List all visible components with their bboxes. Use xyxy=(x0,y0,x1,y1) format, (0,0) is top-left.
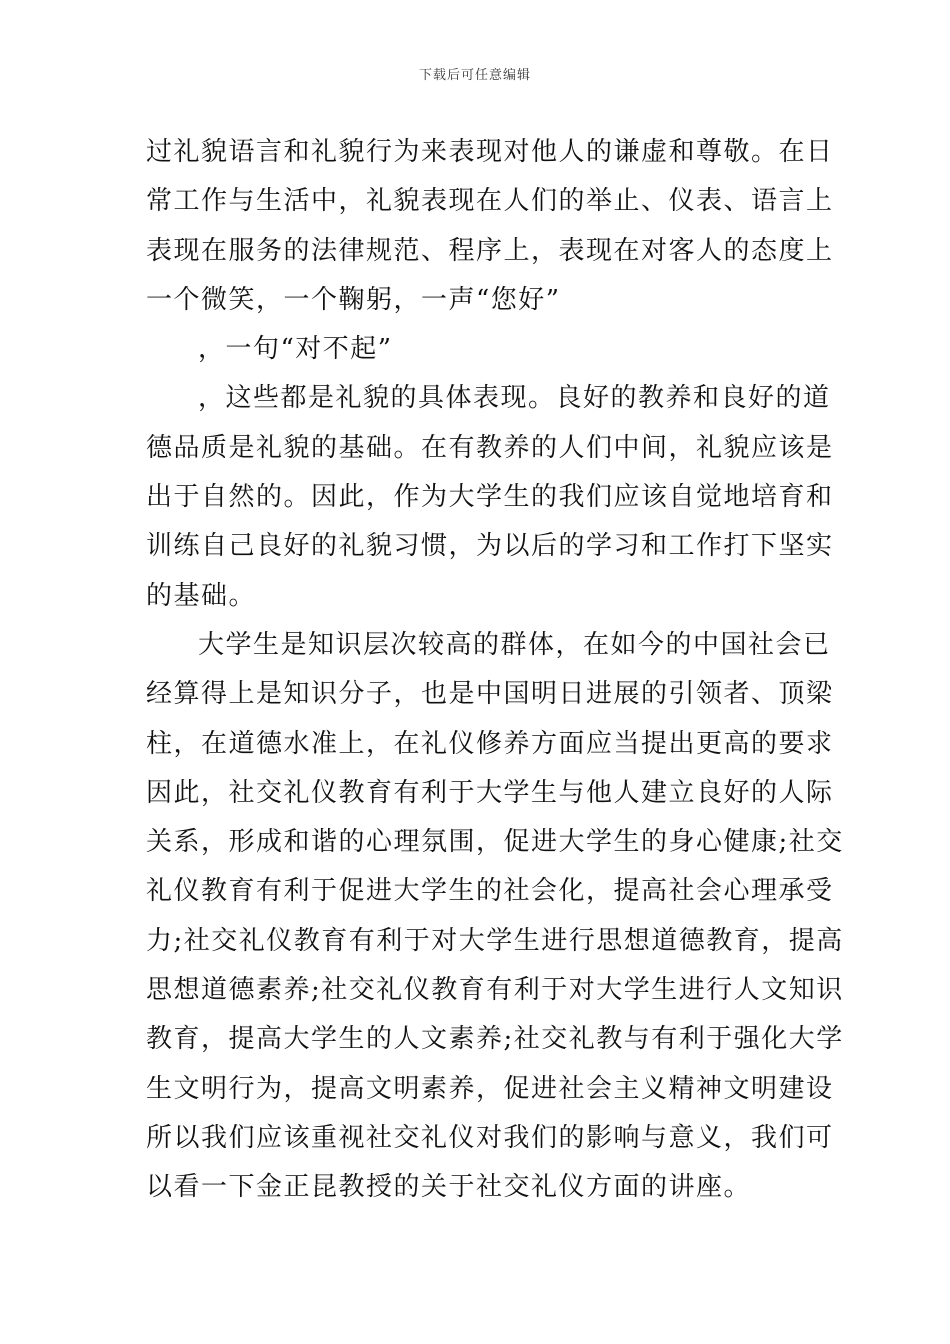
text-line: ，这些都是礼貌的具体表现。良好的教养和良好的道 xyxy=(198,383,831,414)
page-header: 下载后可任意编辑 xyxy=(418,68,531,83)
text-line: 关系，形成和谐的心理氛围，促进大学生的身心健康;社交 xyxy=(146,827,844,858)
text-line: 力;社交礼仪教育有利于对大学生进行思想道德教育，提高 xyxy=(146,925,844,956)
text-line: 德品质是礼貌的基础。在有教养的人们中间，礼貌应该是 xyxy=(146,432,834,463)
text-line: 教育，提高大学生的人文素养;社交礼教与有利于强化大学 xyxy=(146,1024,844,1055)
text-line: 的基础。 xyxy=(146,580,257,611)
text-line: 思想道德素养;社交礼仪教育有利于对大学生进行人文知识 xyxy=(146,975,844,1006)
text-line: 过礼貌语言和礼貌行为来表现对他人的谦虚和尊敬。在日 xyxy=(146,137,834,167)
text-line: 因此，社交礼仪教育有利于大学生与他人建立良好的人际 xyxy=(146,777,834,808)
text-line: ，一句“对不起” xyxy=(198,334,393,365)
text-line: 大学生是知识层次较高的群体，在如今的中国社会已 xyxy=(198,629,831,660)
text-line: 一个微笑，一个鞠躬，一声“您好” xyxy=(146,284,561,315)
document-body xyxy=(146,128,844,1213)
text-line: 经算得上是知识分子，也是中国明日进展的引领者、顶梁 xyxy=(146,679,834,710)
text-line: 所以我们应该重视社交礼仪对我们的影响与意义，我们可 xyxy=(146,1122,834,1153)
text-line: 生文明行为，提高文明素养，促进社会主义精神文明建设 xyxy=(146,1073,834,1104)
text-line: 礼仪教育有利于促进大学生的社会化，提高社会心理承受 xyxy=(146,876,834,907)
text-line: 常工作与生活中，礼貌表现在人们的举止、仪表、语言上 xyxy=(146,186,834,217)
text-line: 出于自然的。因此，作为大学生的我们应该自觉地培育和 xyxy=(146,482,834,513)
text-line: 柱，在道德水准上，在礼仪修养方面应当提出更高的要求 xyxy=(146,728,834,759)
text-line: 表现在服务的法律规范、程序上，表现在对客人的态度上 xyxy=(146,235,834,266)
text-line: 训练自己良好的礼貌习惯，为以后的学习和工作打下坚实 xyxy=(146,531,834,562)
text-line: 以看一下金正昆教授的关于社交礼仪方面的讲座。 xyxy=(146,1172,752,1203)
